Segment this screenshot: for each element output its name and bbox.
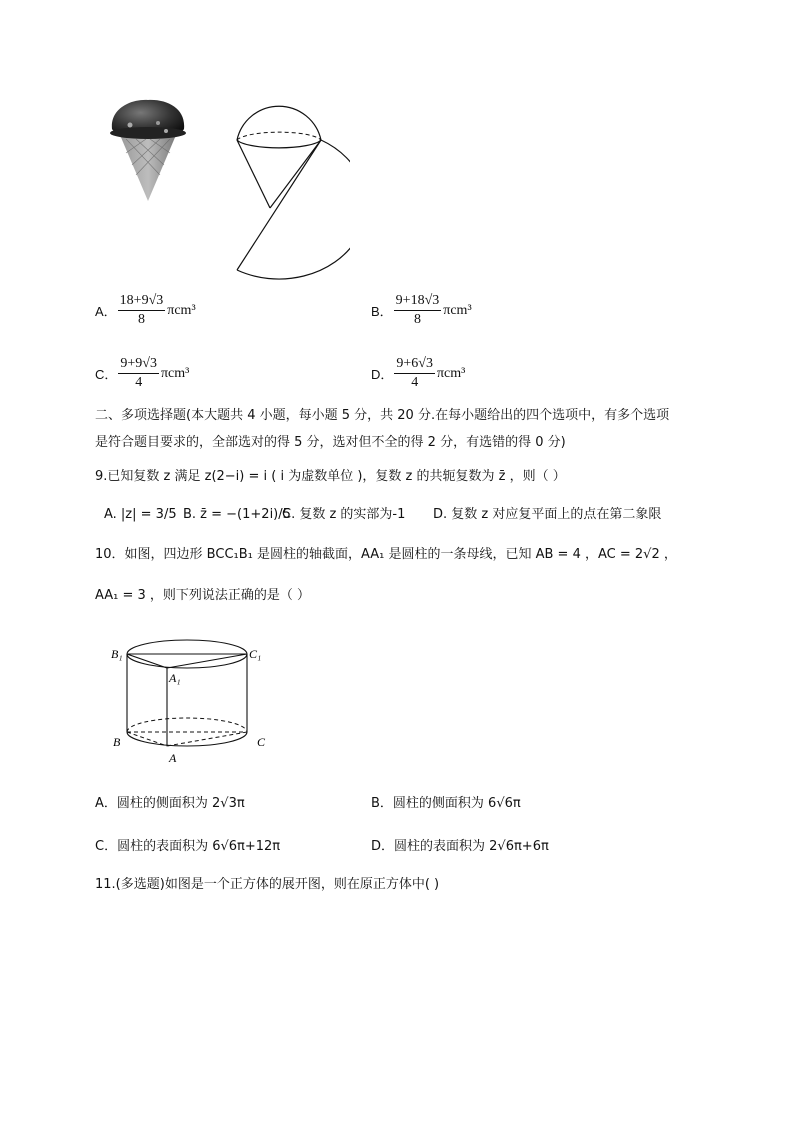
q9-option-d[interactable]: D. 复数 z 对应复平面上的点在第二象限 (433, 507, 662, 522)
q10-stem-line2: AA₁ = 3 ，则下列说法正确的是（ ） (95, 588, 311, 603)
option-label: A． (95, 304, 117, 319)
section2-line1: 二、多项选择题(本大题共 4 小题，每小题 5 分，共 20 分.在每小题给出的四个选项中，有多个选项 (95, 408, 670, 423)
section2-line2: 是符合题目要求的，全部选对的得 5 分，选对但不全的得 2 分，有选错的得 0 分) (95, 435, 566, 450)
fraction (394, 356, 435, 391)
q10-option-c[interactable]: C．圆柱的表面积为 6√6π+12π (95, 839, 281, 854)
denominator: 8 (413, 312, 421, 327)
denominator: 8 (137, 312, 145, 327)
cone-hemisphere-diagram (225, 98, 350, 283)
option-label: B． (371, 304, 393, 319)
q8-option-b[interactable] (371, 293, 472, 328)
q10-option-a[interactable]: A．圆柱的侧面积为 2√3π (95, 796, 245, 811)
label-c: C (257, 735, 266, 749)
fraction (118, 356, 159, 391)
fraction (394, 293, 442, 328)
numerator: 9+9√3 (118, 356, 159, 374)
unit: πcm³ (443, 302, 472, 318)
label-a1: A₁ (169, 671, 181, 685)
denominator: 4 (411, 375, 419, 390)
q9-option-a[interactable]: A. |z| = 3/5 (104, 507, 177, 522)
q8-option-d[interactable] (371, 356, 465, 391)
q8-option-c[interactable] (95, 356, 189, 391)
unit: πcm³ (167, 302, 196, 318)
option-label: D． (371, 367, 394, 382)
ice-cream-image (100, 95, 195, 205)
numerator: 9+6√3 (394, 356, 435, 374)
q10-stem-line1: 10．如图，四边形 BCC₁B₁ 是圆柱的轴截面，AA₁ 是圆柱的一条母线，已知 AB = 4 ，AC = 2√2 ， (95, 547, 677, 562)
label-b1: B₁ (111, 647, 123, 661)
q9-option-b[interactable]: B. z̄ = −(1+2i)/5 (183, 507, 291, 522)
option-label: C． (95, 367, 118, 382)
q10-option-d[interactable]: D．圆柱的表面积为 2√6π+6π (371, 839, 549, 854)
denominator: 4 (135, 375, 143, 390)
label-b: B (113, 735, 121, 749)
label-c1: C₁ (249, 647, 262, 661)
unit: πcm³ (160, 365, 190, 381)
q9-option-c[interactable]: C. 复数 z 的实部为-1 (282, 507, 406, 522)
q11-stem: 11.(多选题)如图是一个正方体的展开图，则在原正方体中( ) (95, 877, 440, 892)
q8-option-a[interactable] (95, 293, 196, 328)
fraction (118, 293, 166, 328)
cylinder-diagram (105, 630, 275, 770)
unit: πcm³ (436, 365, 466, 381)
label-a: A (169, 751, 177, 765)
q9-stem: 9.已知复数 z 满足 z(2−i) = i ( i 为虚数单位 )，复数 z 的共轭复数为 z̄ ，则（ ） (95, 469, 566, 484)
numerator: 18+9√3 (118, 293, 166, 311)
numerator: 9+18√3 (394, 293, 442, 311)
q10-option-b[interactable]: B．圆柱的侧面积为 6√6π (371, 796, 521, 811)
